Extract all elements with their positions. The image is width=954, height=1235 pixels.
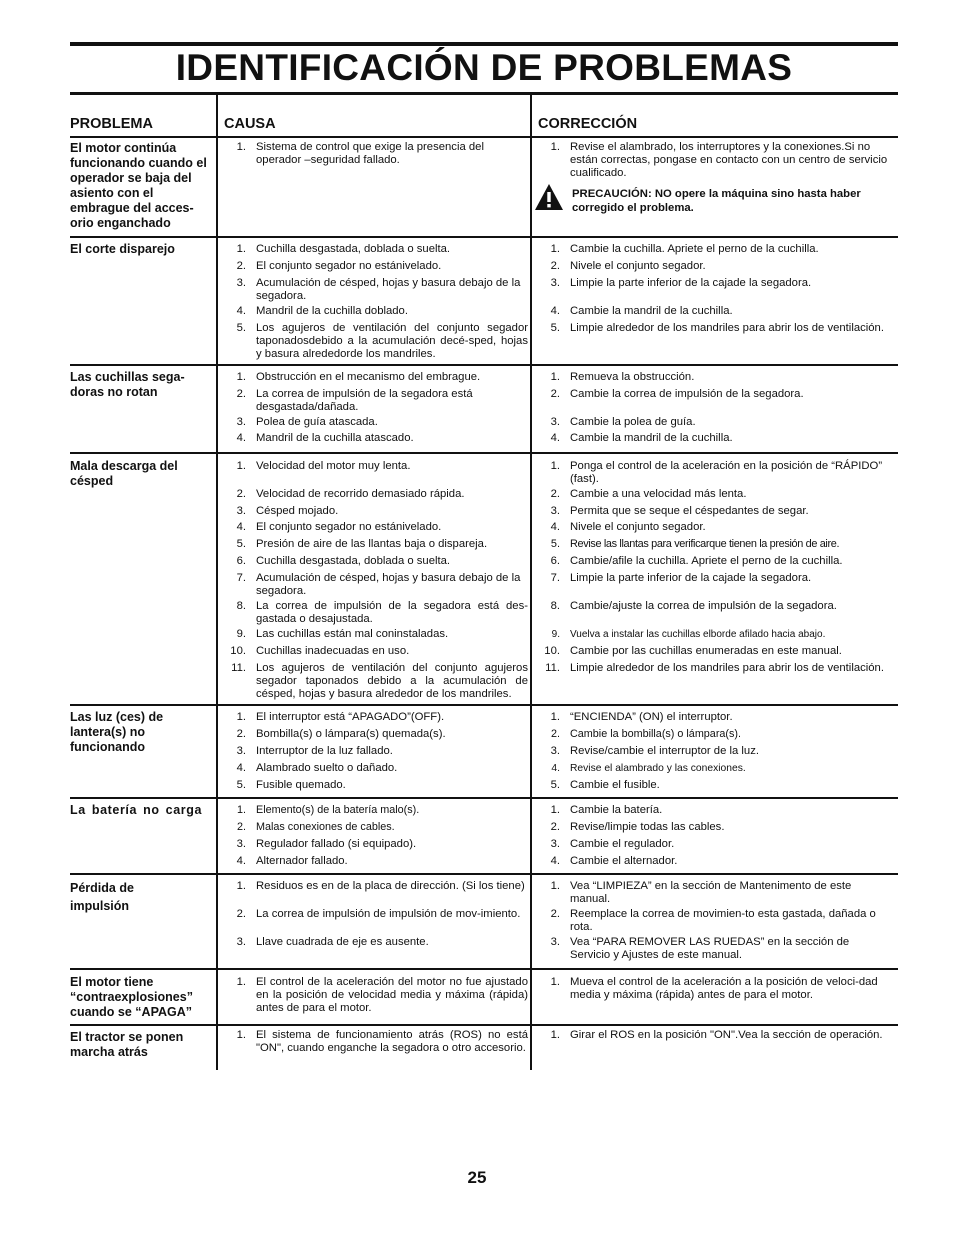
fix-text: Revise las llantas para verificarque tienen la presión de aire. xyxy=(570,538,840,550)
cause-text: Polea de guía atascada. xyxy=(256,416,378,428)
item-number: 1. xyxy=(550,243,560,255)
item-number: 1. xyxy=(550,141,560,153)
fix-text: Cambie la polea de guía. xyxy=(570,416,696,428)
item-number: 2. xyxy=(550,388,560,400)
row-rule xyxy=(70,797,898,799)
item-number: 1. xyxy=(236,804,246,816)
item-number: 4. xyxy=(236,432,246,444)
cause-text: Alternador fallado. xyxy=(256,855,348,867)
item-number: 3. xyxy=(236,505,246,517)
item-number: 4. xyxy=(551,763,560,774)
item-number: 5. xyxy=(550,322,560,334)
item-number: 2. xyxy=(550,821,560,833)
fix-text: Cambie la batería. xyxy=(570,804,663,816)
item-number: 2. xyxy=(236,728,246,740)
item-number: 4. xyxy=(550,432,560,444)
item-number: 1. xyxy=(550,711,560,723)
cause-text: Sistema de control que exige la presencia del operador –seguridad fallado. xyxy=(256,141,484,166)
cause-text: El interruptor está “APAGADO”(OFF). xyxy=(256,711,445,723)
row-rule xyxy=(70,452,898,454)
cause-text: Bombilla(s) o lámpara(s) quemada(s). xyxy=(256,728,446,740)
fix-text: Ponga el control de la aceleración en la posición de “RÁPIDO” (fast). xyxy=(570,460,883,485)
cause-text: La correa de impulsión de impulsión de mov-imiento. xyxy=(256,908,521,920)
item-number: 2. xyxy=(550,728,560,740)
cause-text: El sistema de funcionamiento atrás (ROS) no está "ON", cuando enganche la segadora o otro accesorio. xyxy=(256,1029,528,1054)
warning-text: PRECAUCIÓN: NO opere la máquina sino hasta haber corregido el problema. xyxy=(572,188,861,214)
item-number: 9. xyxy=(236,628,246,640)
cause-text: Obstrucción en el mecanismo del embrague. xyxy=(256,371,481,383)
fix-text: Cambie a una velocidad más lenta. xyxy=(570,488,747,500)
item-number: 3. xyxy=(550,745,560,757)
fix-text: Permita que se seque el céspedantes de segar. xyxy=(570,505,809,517)
item-number: 1. xyxy=(550,460,560,472)
cause-text: Malas conexiones de cables. xyxy=(256,821,395,833)
item-number: 3. xyxy=(236,277,246,289)
problem-label: Las luz (ces) de lantera(s) no funcionando xyxy=(70,710,164,754)
item-number: 2. xyxy=(236,908,246,920)
row-rule xyxy=(70,704,898,706)
problem-label: El corte disparejo xyxy=(70,242,175,256)
item-number: 9. xyxy=(551,629,560,640)
cause-text: Cuchilla desgastada, doblada o suelta. xyxy=(256,555,451,567)
item-number: 5. xyxy=(550,779,560,791)
page-title: IDENTIFICACIÓN DE PROBLEMAS xyxy=(175,47,793,88)
item-number: 2. xyxy=(236,388,246,400)
cause-text: Presión de aire de las llantas baja o dispareja. xyxy=(256,538,488,550)
fix-text: Remueva la obstrucción. xyxy=(570,371,695,383)
item-number: 7. xyxy=(550,572,560,584)
row-rule xyxy=(70,136,898,138)
fix-text: Vea “PARA REMOVER LAS RUEDAS” en la sección de Servicio y Ajustes de este manual. xyxy=(570,936,850,961)
column-divider-2 xyxy=(530,95,532,1070)
fix-text: Cambie la bombilla(s) o lámpara(s). xyxy=(570,728,742,740)
row-rule xyxy=(70,1024,898,1026)
item-number: 1. xyxy=(550,880,560,892)
row-rule xyxy=(70,364,898,366)
item-number: 4. xyxy=(550,305,560,317)
cause-text: Velocidad del motor muy lenta. xyxy=(256,460,411,472)
item-number: 3. xyxy=(236,936,246,948)
column-divider-1 xyxy=(216,95,218,1070)
item-number: 6. xyxy=(236,555,246,567)
item-number: 4. xyxy=(550,855,560,867)
fix-text: Revise/limpie todas las cables. xyxy=(570,821,725,833)
item-number: 2. xyxy=(236,260,246,272)
problem-label: Pérdida de impulsión xyxy=(70,881,134,913)
cause-text: La correa de impulsión de la segadora está des-gastada o desajustada. xyxy=(256,600,528,625)
header-problem: PROBLEMA xyxy=(70,116,153,132)
row-rule xyxy=(70,873,898,875)
row-rule xyxy=(70,236,898,238)
item-number: 2. xyxy=(236,488,246,500)
cause-text: Mandril de la cuchilla atascado. xyxy=(256,432,414,444)
cause-text: Cuchilla desgastada, doblada o suelta. xyxy=(256,243,451,255)
cause-text: Velocidad de recorrido demasiado rápida. xyxy=(256,488,465,500)
item-number: 5. xyxy=(236,322,246,334)
cause-text: Acumulación de césped, hojas y basura debajo de la segadora. xyxy=(256,277,521,302)
fix-text: Cambie el alternador. xyxy=(570,855,678,867)
fix-text: Limpie alrededor de los mandriles para abrir los de ventilación. xyxy=(570,322,884,334)
item-number: 1. xyxy=(236,371,246,383)
item-number: 1. xyxy=(550,1029,560,1041)
item-number: 3. xyxy=(550,416,560,428)
fix-text: Nivele el conjunto segador. xyxy=(570,521,706,533)
fix-text: “ENCIENDA” (ON) el interruptor. xyxy=(570,711,733,723)
item-number: 6. xyxy=(550,555,560,567)
item-number: 10. xyxy=(544,645,560,657)
item-number: 2. xyxy=(550,488,560,500)
item-number: 3. xyxy=(550,505,560,517)
fix-text: Cambie el fusible. xyxy=(570,779,660,791)
item-number: 2. xyxy=(550,908,560,920)
problem-label: Las cuchillas sega-doras no rotan xyxy=(70,370,185,399)
page-number: 25 xyxy=(467,1168,487,1187)
fix-text: Mueva el control de la aceleración a la posición de veloci-dad media y máxima (rápida) antes de para el motor. xyxy=(570,976,878,1001)
item-number: 1. xyxy=(236,711,246,723)
item-number: 4. xyxy=(236,521,246,533)
fix-text: Cambie la mandril de la cuchilla. xyxy=(570,432,733,444)
item-number: 1. xyxy=(550,804,560,816)
fix-text: Limpie la parte inferior de la cajade la segadora. xyxy=(570,277,812,289)
problem-label: El tractor se ponen marcha atrás xyxy=(70,1030,184,1059)
item-number: 4. xyxy=(236,762,246,774)
cause-text: El conjunto segador no estánivelado. xyxy=(256,521,442,533)
item-number: 2. xyxy=(550,260,560,272)
item-number: 1. xyxy=(236,976,246,988)
fix-text: Vuelva a instalar las cuchillas elborde afilado hacia abajo. xyxy=(570,629,826,640)
header-correction: CORRECCIÓN xyxy=(538,116,638,132)
fix-text: Revise/cambie el interruptor de la luz. xyxy=(570,745,759,757)
fix-text: Cambie por las cuchillas enumeradas en este manual. xyxy=(570,645,842,657)
item-number: 3. xyxy=(550,277,560,289)
item-number: 4. xyxy=(550,521,560,533)
item-number: 3. xyxy=(236,416,246,428)
top-rule xyxy=(70,42,898,46)
fix-text: Cambie/ajuste la correa de impulsión de la segadora. xyxy=(570,600,837,612)
fix-text: Nivele el conjunto segador. xyxy=(570,260,706,272)
title-rule xyxy=(70,92,898,95)
problem-label: El motor continúa funcionando cuando el operador se baja del asiento con el embrague del acces-orio enganchado xyxy=(70,141,207,230)
item-number: 11. xyxy=(231,662,246,674)
item-number: 1. xyxy=(236,460,246,472)
fix-text: Revise el alambrado y las conexiones. xyxy=(570,763,746,774)
cause-text: Césped mojado. xyxy=(256,505,339,517)
cause-text: Los agujeros de ventilación del conjunto agujeros segador taponados debido a la acumulación de césped, hojas y basura alrededor de los mandriles. xyxy=(256,662,528,700)
item-number: 3. xyxy=(550,838,560,850)
problem-label: El motor tiene “contraexplosiones” cuando se “APAGA” xyxy=(70,975,193,1019)
cause-text: Alambrado suelto o dañado. xyxy=(256,762,398,774)
problem-label: Mala descarga del césped xyxy=(70,459,178,488)
fix-text: Cambie/afile la cuchilla. Apriete el perno de la cuchilla. xyxy=(570,555,843,567)
fix-text: Cambie la correa de impulsión de la segadora. xyxy=(570,388,804,400)
item-number: 5. xyxy=(236,538,246,550)
item-number: 3. xyxy=(550,936,560,948)
item-number: 3. xyxy=(236,745,246,757)
cause-text: Cuchillas inadecuadas en uso. xyxy=(256,645,410,657)
item-number: 1. xyxy=(236,880,246,892)
cause-text: Acumulación de césped, hojas y basura debajo de la segadora. xyxy=(256,572,521,597)
cause-text: Regulador fallado (si equipado). xyxy=(256,838,417,850)
fix-text: Vea “LIMPIEZA” en la sección de Mantenimento de este manual. xyxy=(570,880,852,905)
item-number: 1. xyxy=(550,976,560,988)
item-number: 11. xyxy=(545,662,560,674)
cause-text: Mandril de la cuchilla doblado. xyxy=(256,305,408,317)
item-number: 4. xyxy=(236,305,246,317)
fix-text: Cambie la mandril de la cuchilla. xyxy=(570,305,733,317)
item-number: 2. xyxy=(236,821,246,833)
cause-text: Fusible quemado. xyxy=(256,779,346,791)
warning-icon xyxy=(534,183,564,211)
item-number: 8. xyxy=(236,600,246,612)
item-number: 1. xyxy=(236,141,246,153)
cause-text: Interruptor de la luz fallado. xyxy=(256,745,393,757)
item-number: 4. xyxy=(236,855,246,867)
item-number: 1. xyxy=(236,243,246,255)
item-number: 7. xyxy=(236,572,246,584)
header-cause: CAUSA xyxy=(224,116,276,132)
item-number: 10. xyxy=(230,645,246,657)
item-number: 8. xyxy=(550,600,560,612)
problem-label: La batería no carga xyxy=(70,803,203,817)
item-number: 1. xyxy=(236,1029,246,1041)
item-number: 1. xyxy=(550,371,560,383)
cause-text: El control de la aceleración del motor no fue ajustado en la posición de velocidad media y máxima (rápida) antes de para el motor. xyxy=(256,976,528,1014)
fix-text: Limpie la parte inferior de la cajade la segadora. xyxy=(570,572,812,584)
cause-text: Los agujeros de ventilación del conjunto segador taponadosdebido a la acumulación decé-sped, hojas y basura alrededorde los mandriles. xyxy=(256,322,528,360)
cause-text: Las cuchillas están mal coninstaladas. xyxy=(256,628,449,640)
fix-text: Reemplace la correa de movimien-to esta gastada, dañada o rota. xyxy=(570,908,876,933)
fix-text: Revise el alambrado, los interruptores y la conexiones.Si no están correctas, pongase en contacto con un centro de servicio cualificado. xyxy=(570,141,888,179)
item-number: 3. xyxy=(236,838,246,850)
fix-text: Cambie el regulador. xyxy=(570,838,675,850)
cause-text: La correa de impulsión de la segadora está desgastada/dañada. xyxy=(256,388,473,413)
cause-text: Llave cuadrada de eje es ausente. xyxy=(256,936,429,948)
cause-text: El conjunto segador no estánivelado. xyxy=(256,260,442,272)
fix-text: Limpie alrededor de los mandriles para abrir los de ventilación. xyxy=(570,662,884,674)
item-number: 5. xyxy=(236,779,246,791)
row-rule xyxy=(70,968,898,970)
cause-text: Residuos es en de la placa de dirección. (Si los tiene) xyxy=(256,880,525,892)
cause-text: Elemento(s) de la batería malo(s). xyxy=(256,804,420,816)
item-number: 5. xyxy=(550,538,560,550)
fix-text: Girar el ROS en la posición "ON".Vea la sección de operación. xyxy=(570,1029,883,1041)
fix-text: Cambie la cuchilla. Apriete el perno de la cuchilla. xyxy=(570,243,819,255)
